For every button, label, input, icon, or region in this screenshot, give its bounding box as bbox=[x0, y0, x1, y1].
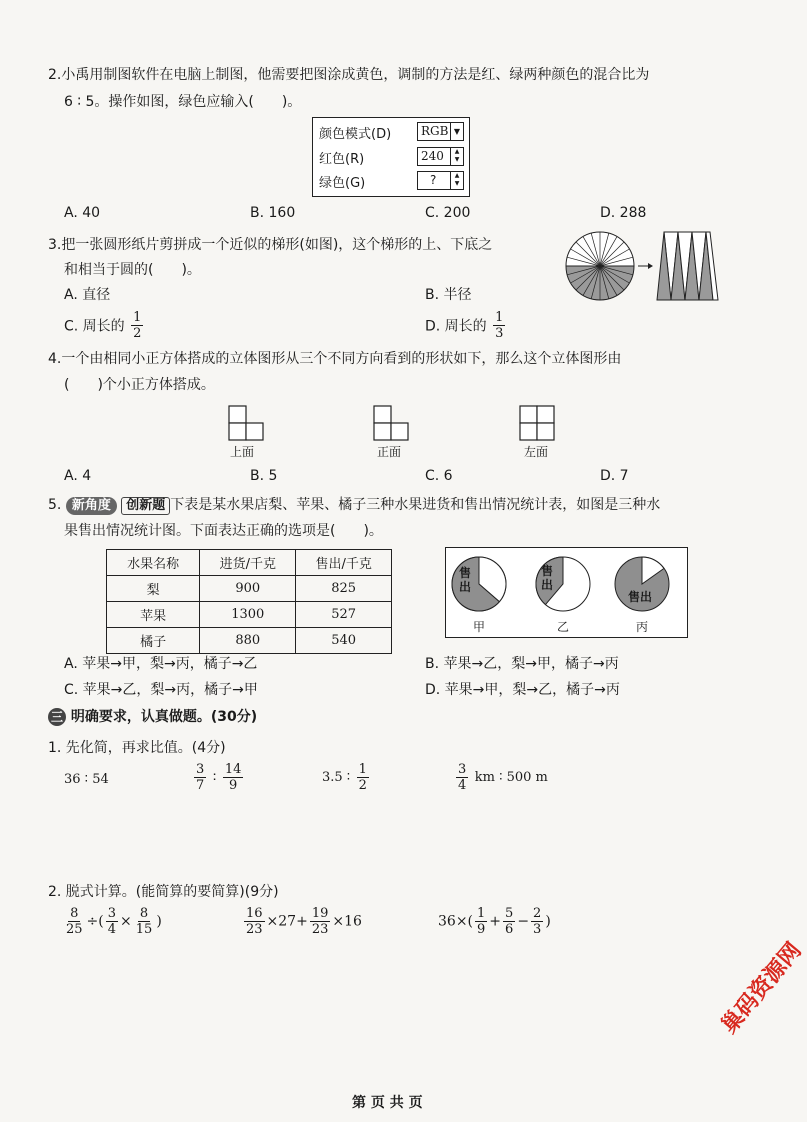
arrow-icon bbox=[638, 263, 653, 269]
innovation-badge: 创新题 bbox=[121, 497, 170, 515]
fruit-table bbox=[106, 549, 392, 654]
fraction: $\frac{14}{9}$ bbox=[224, 762, 242, 793]
table-header: 售出/千克 bbox=[296, 550, 392, 576]
s3q1-expr3: 3.5 ∶ $\frac{1}{2}$ bbox=[322, 762, 367, 793]
q2-line2: 6 ∶ 5。操作如图，绿色应输入( )。 bbox=[64, 94, 302, 110]
s3q2-title: 2. 脱式计算。(能简算的要简算)(9分) bbox=[48, 884, 279, 900]
s3q1-title: 1. 先化简，再求比值。(4分) bbox=[48, 740, 226, 756]
fraction: $\frac{1}{2}$ bbox=[133, 310, 142, 341]
q5-option-a: A. 苹果→甲，梨→丙，橘子→乙 bbox=[64, 656, 258, 672]
spinner-arrows-icon[interactable]: ▲ ▼ bbox=[450, 172, 463, 189]
sectored-circle bbox=[566, 232, 634, 300]
section3-header bbox=[48, 706, 257, 726]
trapezoid-shape bbox=[657, 232, 718, 300]
new-angle-badge: 新角度 bbox=[66, 497, 117, 515]
s3q2-expr1: $\frac{8}{25}$ ÷( $\frac{3}{4}$ × $\frac{8}{15}$ ) bbox=[66, 906, 162, 937]
table-row: 梨 900 825 bbox=[107, 576, 392, 602]
spinner-arrows-icon[interactable]: ▲ ▼ bbox=[450, 148, 463, 165]
table-row: 苹果 1300 527 bbox=[107, 602, 392, 628]
pie-jia-sold-label: 售出 bbox=[459, 566, 472, 594]
green-label: 绿色(G) bbox=[319, 176, 366, 191]
q3-option-a: A. 直径 bbox=[64, 287, 111, 303]
red-label: 红色(R) bbox=[319, 152, 365, 167]
pie-label-yi: 乙 bbox=[557, 620, 570, 634]
q5-line1: 5. 新角度 创新题 下表是某水果店梨、苹果、橘子三种水果进货和售出情况统计表，如图是三种水 bbox=[48, 497, 661, 513]
watermark-stamp bbox=[690, 923, 807, 1039]
pie-yi-sold-label: 售出 bbox=[541, 564, 554, 592]
circle-trapezoid-figure bbox=[560, 226, 720, 306]
fraction: $\frac{1}{3}$ bbox=[495, 310, 504, 341]
fraction: $\frac{8}{15}$ bbox=[135, 906, 153, 937]
fraction: $\frac{3}{4}$ bbox=[458, 762, 467, 793]
red-spinner[interactable]: 240 ▲ ▼ bbox=[417, 147, 464, 166]
q4-option-b: B. 5 bbox=[250, 468, 278, 484]
fraction: $\frac{1}{2}$ bbox=[358, 762, 367, 793]
section-number-badge: 三 bbox=[48, 708, 66, 726]
green-spinner[interactable]: ? ▲ ▼ bbox=[417, 171, 464, 190]
fraction: $\frac{3}{7}$ bbox=[196, 762, 205, 793]
q2-line1: 2.小禹用制图软件在电脑上制图，他需要把图涂成黄色，调制的方法是红、绿两种颜色的混合比为 bbox=[48, 67, 650, 83]
fraction: $\frac{2}{3}$ bbox=[533, 906, 542, 937]
q2-option-d: D. 288 bbox=[600, 205, 647, 221]
fraction: $\frac{1}{9}$ bbox=[477, 906, 486, 937]
mode-label: 颜色模式(D) bbox=[319, 127, 392, 142]
q3-option-c: C. 周长的 $\frac{1}{2}$ bbox=[64, 310, 142, 341]
pie-label-jia: 甲 bbox=[473, 620, 486, 634]
q5-option-b: B. 苹果→乙，梨→甲，橘子→丙 bbox=[425, 656, 619, 672]
q2-option-a: A. 40 bbox=[64, 205, 101, 221]
q2-option-b: B. 160 bbox=[250, 205, 296, 221]
table-header: 进货/千克 bbox=[200, 550, 296, 576]
view-front bbox=[373, 405, 409, 441]
pie-bing-sold-label: 售出 bbox=[628, 590, 653, 604]
q3-number: 3. bbox=[48, 237, 62, 253]
fraction: $\frac{3}{4}$ bbox=[107, 906, 117, 937]
fraction: $\frac{19}{23}$ bbox=[311, 906, 329, 937]
color-dialog bbox=[312, 117, 470, 197]
q2-option-c: C. 200 bbox=[425, 205, 471, 221]
s3q1-expr2: $\frac{3}{7}$ ∶ $\frac{14}{9}$ bbox=[196, 762, 242, 793]
q4-option-c: C. 6 bbox=[425, 468, 453, 484]
pie-charts-box bbox=[445, 547, 688, 638]
q5-option-c: C. 苹果→乙，梨→丙，橘子→甲 bbox=[64, 682, 258, 698]
q3-option-d: D. 周长的 $\frac{1}{3}$ bbox=[425, 310, 504, 341]
table-header: 水果名称 bbox=[107, 550, 200, 576]
q4-number: 4. bbox=[48, 351, 62, 367]
q3-line2: 和相当于圆的( )。 bbox=[64, 262, 201, 278]
q2-number: 2. bbox=[48, 67, 62, 83]
q4-line2: ( )个小正方体搭成。 bbox=[64, 377, 215, 393]
q4-option-d: D. 7 bbox=[600, 468, 629, 484]
s3q2-expr2: $\frac{16}{23}$ ×27+ $\frac{19}{23}$ ×16 bbox=[246, 906, 362, 937]
table-header-row bbox=[107, 550, 392, 576]
q5-option-d: D. 苹果→甲，梨→乙，橘子→丙 bbox=[425, 682, 620, 698]
watermark-text: 巢码资源网 bbox=[716, 938, 807, 1039]
dropdown-arrow-icon[interactable]: ▼ bbox=[450, 123, 463, 140]
pie-label-bing: 丙 bbox=[636, 620, 649, 634]
table-row: 橘子 880 540 bbox=[107, 628, 392, 654]
view-label-front: 正面 bbox=[377, 445, 402, 459]
s3q1-expr1: 36 ∶ 54 bbox=[64, 772, 109, 787]
view-left bbox=[519, 405, 555, 441]
s3q1-expr4: $\frac{3}{4}$ km ∶ 500 m bbox=[458, 762, 548, 793]
view-top bbox=[228, 405, 264, 441]
section3-title: 明确要求，认真做题。(30分) bbox=[70, 709, 258, 725]
q4-line1: 4.一个由相同小正方体搭成的立体图形从三个不同方向看到的形状如下，那么这个立体图形由 bbox=[48, 351, 622, 367]
q5-number: 5. bbox=[48, 497, 62, 513]
s3q2-expr3: 36×( $\frac{1}{9}$ + $\frac{5}{6}$ − $\frac{2}{3}$ ) bbox=[438, 906, 551, 937]
fraction: $\frac{8}{25}$ bbox=[66, 906, 83, 937]
q4-option-a: A. 4 bbox=[64, 468, 92, 484]
page-footer: 第 页 共 页 bbox=[352, 1095, 423, 1111]
fraction: $\frac{5}{6}$ bbox=[505, 906, 514, 937]
q3-line1: 3.把一张圆形纸片剪拼成一个近似的梯形(如图)，这个梯形的上、下底之 bbox=[48, 237, 493, 253]
fraction: $\frac{16}{23}$ bbox=[246, 906, 263, 937]
q3-option-b: B. 半径 bbox=[425, 287, 472, 303]
mode-select[interactable]: RGB ▼ bbox=[417, 122, 464, 141]
view-label-top: 上面 bbox=[230, 445, 255, 459]
q5-line2: 果售出情况统计图。下面表达正确的选项是( )。 bbox=[64, 523, 383, 539]
view-label-left: 左面 bbox=[524, 445, 549, 459]
